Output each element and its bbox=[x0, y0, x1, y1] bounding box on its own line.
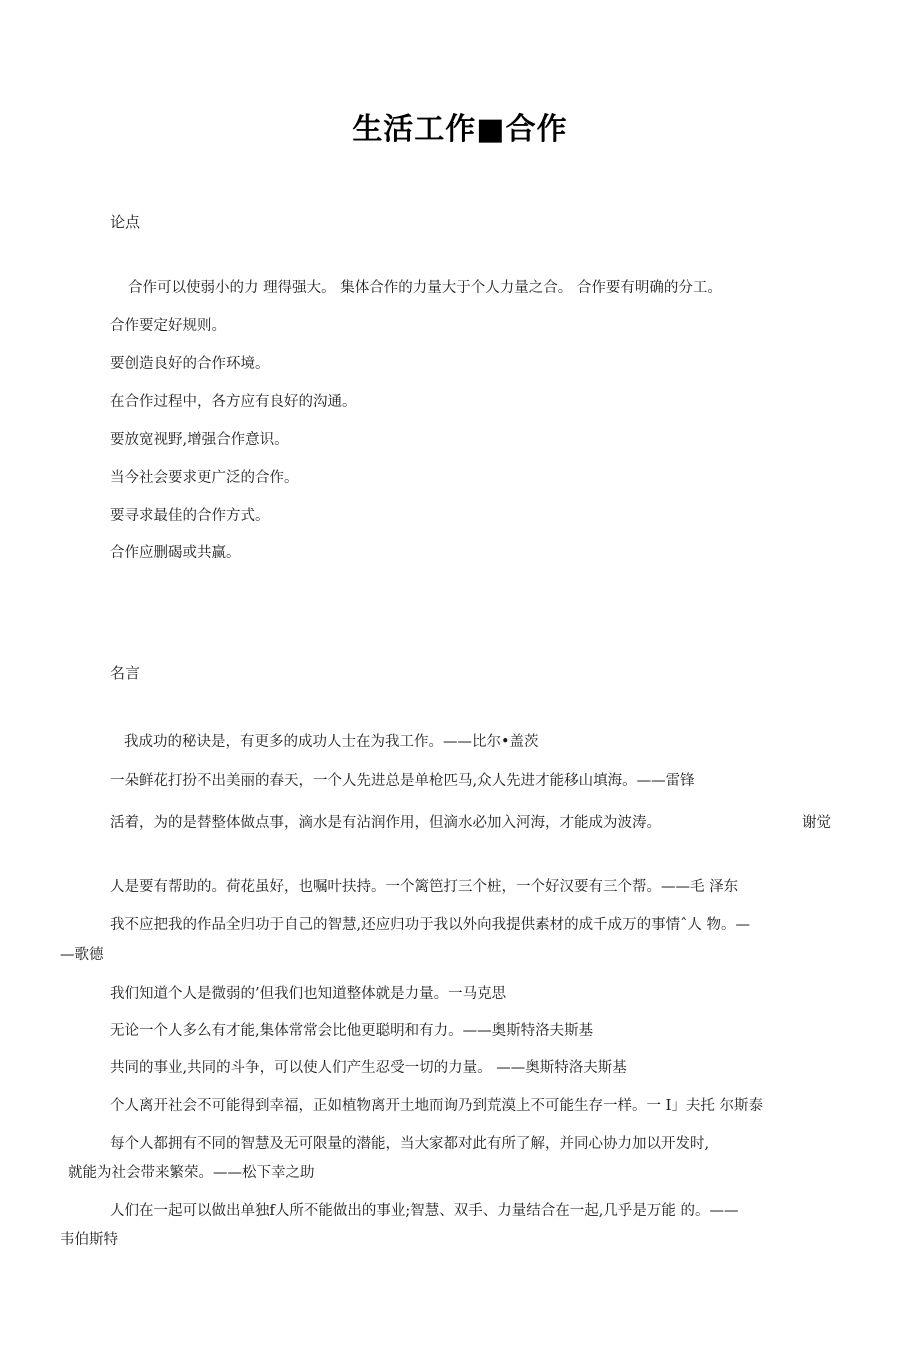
argument-line: 合作要定好规则。 bbox=[110, 318, 226, 334]
quote-line: 我成功的秘诀是，有更多的成功人士在为我工作。——比尔•盖茨 bbox=[124, 734, 539, 750]
quote-line: 韦伯斯特 bbox=[60, 1232, 118, 1248]
argument-line: 要创造良好的合作环境。 bbox=[110, 356, 270, 372]
argument-line: 合作应删碣或共赢。 bbox=[110, 545, 241, 561]
quote-line: 就能为社会带来繁荣。——松下幸之助 bbox=[68, 1165, 315, 1181]
quote-line: 我们知道个人是微弱的’但我们也知道整体就是力量。一马克思 bbox=[110, 986, 507, 1002]
quote-line: 一朵鲜花打扮不出美丽的春天，一个人先进总是单枪匹马,众人先进才能移山填海。——雷锋 bbox=[110, 773, 695, 789]
section-heading-quotes: 名言 bbox=[110, 664, 141, 682]
quote-line: 每个人都拥有不同的智慧及无可限量的潜能，当大家都对此有所了解，并同心协力加以开发时, bbox=[110, 1136, 710, 1152]
argument-line: 当今社会要求更广泛的合作。 bbox=[110, 470, 299, 486]
quote-line: 个人离开社会不可能得到幸福，正如植物离开土地而询乃到荒漠上不可能生存一样。一 I」夫托 尔斯泰 bbox=[110, 1098, 763, 1114]
quote-line: 活着，为的是替整体做点事，滴水是有沾润作用，但滴水必加入河海，才能成为波涛。 bbox=[110, 815, 661, 831]
quote-line: —歌德 bbox=[60, 947, 104, 963]
quote-author: 谢觉 bbox=[802, 815, 831, 831]
quote-line: 人是要有帮助的。荷花虽好，也嘱叶扶持。一个篱笆打三个桩，一个好汉要有三个帮。——毛 泽东 bbox=[110, 879, 739, 895]
argument-line: 要寻求最佳的合作方式。 bbox=[110, 508, 270, 524]
quote-line: 人们在一起可以做出单独f人所不能做出的事业;智慧、双手、力量结合在一起,几乎是万能 的。—— bbox=[110, 1203, 739, 1219]
quote-line: 无论一个人多么有才能,集体常常会比他更聪明和有力。——奥斯特洛夫斯基 bbox=[110, 1023, 594, 1039]
argument-line: 在合作过程中，各方应有良好的沟通。 bbox=[110, 394, 357, 410]
argument-line: 要放宽视野,增强合作意识。 bbox=[110, 432, 289, 448]
argument-line: 合作可以使弱小的力 理得强大。 集体合作的力量大于个人力量之合。 合作要有明确的分工。 bbox=[128, 280, 722, 296]
quote-line: 共同的事业,共同的斗争，可以使人们产生忍受一切的力量。 ——奥斯特洛夫斯基 bbox=[110, 1060, 627, 1076]
section-heading-arguments: 论点 bbox=[110, 213, 141, 231]
document-title: 生活工作■合作 bbox=[352, 112, 568, 147]
quote-line: 我不应把我的作品全归功于自己的智慧,还应归功于我以外向我提供素材的成千成万的事情ˆ人 物。— bbox=[110, 917, 750, 933]
